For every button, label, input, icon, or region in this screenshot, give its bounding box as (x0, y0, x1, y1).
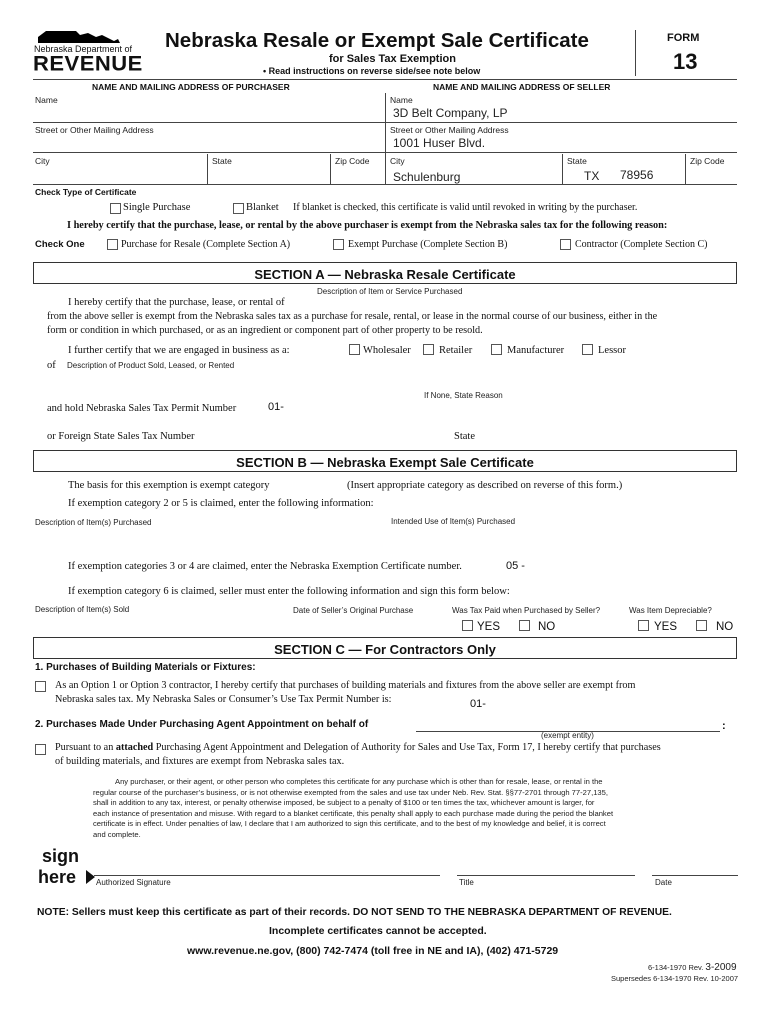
purchasing-agent-text-2: of building materials, and fixtures are exempt from Nebraska sales tax. (55, 756, 345, 767)
exempt-category-label: The basis for this exemption is exempt category (68, 480, 270, 491)
seller-state-field[interactable]: TX (584, 169, 600, 183)
here-label: here (38, 867, 77, 887)
seller-street-field[interactable]: 1001 Huser Blvd. (393, 136, 486, 150)
resale-checkbox[interactable] (107, 239, 118, 250)
section-a-line1: I hereby certify that the purchase, lease, or rental of (68, 297, 285, 308)
depreciable-yes-checkbox[interactable] (638, 620, 649, 631)
purchaser-street-label: Street or Other Mailing Address (35, 125, 154, 135)
insert-category-note: (Insert appropriate category as described on reverse of this form.) (347, 480, 623, 491)
section-a-header (33, 262, 737, 284)
purchaser-state-label: State (212, 156, 232, 166)
items-sold-label: Description of Item(s) Sold (35, 605, 130, 614)
penalty-line: certificate is in effect. Under penalties of law, I declare that I am authorized to sign this certificate, and to the best of my knowledge and belief, it is correct (93, 819, 606, 828)
building-materials-text-1: As an Option 1 or Option 3 contractor, I hereby certify that purchases of building materials and fixtures from the above seller are exempt from (55, 680, 636, 691)
street-rule (33, 152, 737, 153)
exemption-cert-number-field[interactable]: 05 - (506, 560, 525, 572)
contractor-checkbox[interactable] (560, 239, 571, 250)
revenue-logo: REVENUE (33, 51, 143, 76)
blanket-checkbox[interactable] (233, 203, 244, 214)
title-line[interactable] (457, 875, 635, 876)
contractor-option-label: Contractor (Complete Section C) (575, 239, 708, 250)
retailer-checkbox[interactable] (423, 344, 434, 355)
blanket-label: Blanket (246, 202, 279, 213)
purchaser-heading: NAME AND MAILING ADDRESS OF PURCHASER (92, 82, 290, 92)
items-purchased-label: Description of Item(s) Purchased (35, 518, 152, 527)
lessor-label: Lessor (598, 345, 626, 356)
purchasing-agent-text-pre: Pursuant to an (55, 742, 116, 753)
date-label: Date (655, 878, 672, 887)
seller-street-label: Street or Other Mailing Address (390, 125, 509, 135)
purchasing-agent-heading: 2. Purchases Made Under Purchasing Agent Appointment on behalf of (35, 719, 369, 730)
blanket-note: If blanket is checked, this certificate is valid until revoked in writing by the purchaser. (293, 202, 638, 213)
revision-prefix: 6-134-1970 Rev. (648, 963, 704, 972)
form-title: Nebraska Resale or Exempt Sale Certificate (165, 29, 589, 52)
penalty-line: regular course of the purchaser’s business, or is not otherwise exempted from the sales and use tax under Neb. Rev. Stat. §§77-2701 through 77-27,135, (93, 787, 608, 797)
building-materials-text-2: Nebraska sales tax. My Nebraska Sales or Consumer’s Use Tax Permit Number is: (55, 694, 392, 705)
section-c-title: SECTION C — For Contractors Only (274, 642, 496, 657)
seller-state-label: State (567, 156, 587, 166)
wholesaler-label: Wholesaler (363, 345, 411, 356)
seller-state-divider (685, 154, 686, 184)
purchasing-agent-text-1 (55, 743, 661, 753)
supersedes-info: Supersedes 6-134-1970 Rev. 10-2007 (611, 974, 739, 983)
purchaser-city-label: City (35, 156, 50, 166)
category-3-4-note: If exemption categories 3 or 4 are claimed, enter the Nebraska Exemption Certificate number. (68, 561, 462, 572)
section-c-header (33, 637, 737, 659)
foreign-number-label: or Foreign State Sales Tax Number (47, 431, 195, 442)
purchaser-name-label: Name (35, 95, 58, 105)
title-label: Title (459, 878, 474, 887)
permit-number-field[interactable]: 01- (268, 401, 284, 413)
depreciable-no-checkbox[interactable] (696, 620, 707, 631)
purchaser-state-divider (330, 154, 331, 184)
revision-year: 3-2009 (705, 962, 737, 973)
original-purchase-date-label: Date of Seller’s Original Purchase (293, 606, 414, 615)
depreciable-question: Was Item Depreciable? (629, 606, 712, 615)
building-materials-checkbox[interactable] (35, 681, 46, 692)
section-a-line3: form or condition in which purchased, or as an ingredient or component part of other property to be resold. (47, 325, 483, 336)
intended-use-label: Intended Use of Item(s) Purchased (391, 517, 516, 526)
instructions-note: • Read instructions on reverse side/see note below (263, 66, 481, 76)
building-materials-heading: 1. Purchases of Building Materials or Fixtures: (35, 662, 256, 673)
exempt-option-label: Exempt Purchase (Complete Section B) (348, 239, 508, 250)
form-number-divider (635, 30, 636, 76)
section-b-title: SECTION B — Nebraska Exempt Sale Certificate (236, 455, 534, 470)
seller-name-label: Name (390, 95, 413, 105)
form-number: 13 (673, 49, 698, 74)
retailer-label: Retailer (439, 345, 473, 356)
contractor-permit-field[interactable]: 01- (470, 698, 486, 710)
form-subtitle: for Sales Tax Exemption (329, 53, 456, 65)
exempt-entity-label: (exempt entity) (541, 731, 594, 740)
penalty-line: shall in addition to any tax, interest, or penalty otherwise imposed, be subject to a penalty of $100 or ten times the tax, whichever amount is larger, for (93, 798, 595, 807)
none-reason-label: If None, State Reason (424, 391, 503, 400)
sign-label: sign (42, 846, 80, 866)
foreign-state-label: State (454, 431, 475, 442)
incomplete-note: Incomplete certificates cannot be accepted. (269, 925, 487, 937)
city-rule (33, 184, 737, 185)
certify-statement: I hereby certify that the purchase, lease, or rental by the above purchaser is exempt from the Nebraska sales tax for the following reason: (67, 220, 668, 231)
product-desc-label: Description of Product Sold, Leased, or Rented (67, 361, 235, 370)
wholesaler-checkbox[interactable] (349, 344, 360, 355)
penalty-line: each instance of presentation and misuse. With regard to a blanket certificate, this penalty shall apply to each purchase made during the period the blanket (93, 808, 614, 818)
department-name: Nebraska Department of (34, 44, 133, 54)
address-top-rule (33, 79, 737, 80)
section-a-line4: I further certify that we are engaged in business as a: (68, 345, 290, 356)
revision-info (648, 963, 737, 973)
depreciable-no-label: NO (716, 621, 734, 633)
date-line[interactable] (652, 875, 738, 876)
manufacturer-checkbox[interactable] (491, 344, 502, 355)
seller-city-label: City (390, 156, 405, 166)
purchaser-zip-label: Zip Code (335, 156, 370, 166)
resale-option-label: Purchase for Resale (Complete Section A) (121, 239, 291, 250)
permit-number-label: and hold Nebraska Sales Tax Permit Number (47, 403, 237, 414)
depreciable-yes-label: YES (654, 621, 678, 633)
cert-type-label: Check Type of Certificate (35, 187, 137, 197)
form-label: FORM (667, 32, 700, 44)
tax-paid-yes-checkbox[interactable] (462, 620, 473, 631)
purchaser-city-divider (207, 154, 208, 184)
seller-zip-field[interactable]: 78956 (620, 168, 654, 182)
seller-zip-label: Zip Code (690, 156, 725, 166)
name-rule (33, 122, 737, 123)
penalty-line: and complete. (93, 829, 141, 839)
manufacturer-label: Manufacturer (507, 345, 565, 356)
tax-paid-question: Was Tax Paid when Purchased by Seller? (452, 606, 601, 615)
seller-city-field[interactable]: Schulenburg (393, 170, 461, 184)
penalty-statement (93, 777, 693, 840)
purchasing-agent-checkbox[interactable] (35, 744, 46, 755)
seller-name-field[interactable]: 3D Belt Company, LP (393, 106, 508, 120)
single-purchase-label: Single Purchase (123, 202, 191, 213)
tax-paid-yes-label: YES (477, 621, 501, 633)
address-divider (385, 93, 386, 184)
section-a-line2: from the above seller is exempt from the Nebraska sales tax as a purchase for resale, rental, or lease in the normal course of our business, either in the (47, 311, 658, 322)
check-one-label: Check One (35, 239, 85, 250)
of-label: of (47, 360, 56, 371)
section-a-title: SECTION A — Nebraska Resale Certificate (254, 267, 516, 282)
signature-line[interactable] (94, 875, 440, 876)
records-note: NOTE: Sellers must keep this certificate as part of their records. DO NOT SEND TO THE NEBRASKA DEPARTMENT OF REVENUE. (37, 907, 672, 918)
penalty-line: Any purchaser, or their agent, or other person who completes this certificate for any purchase which is other than for resale, lease, or rental in the (115, 777, 603, 786)
contact-info: www.revenue.ne.gov, (800) 742-7474 (toll free in NE and IA), (402) 471-5729 (187, 945, 559, 957)
seller-heading: NAME AND MAILING ADDRESS OF SELLER (433, 82, 611, 92)
sign-here-arrow-icon (86, 870, 95, 884)
single-purchase-checkbox[interactable] (110, 203, 121, 214)
exempt-purchase-checkbox[interactable] (333, 239, 344, 250)
lessor-checkbox[interactable] (582, 344, 593, 355)
exempt-entity-colon: : (722, 720, 726, 732)
category-6-note: If exemption category 6 is claimed, seller must enter the following information and sign this form below: (68, 586, 510, 597)
signature-label: Authorized Signature (96, 878, 171, 887)
seller-city-divider (562, 154, 563, 184)
category-2-5-note: If exemption category 2 or 5 is claimed, enter the following information: (68, 498, 374, 509)
purchasing-agent-text-bold: attached (115, 742, 154, 753)
tax-paid-no-label: NO (538, 621, 556, 633)
section-a-item-desc-label: Description of Item or Service Purchased (317, 287, 463, 296)
purchasing-agent-text-post: Purchasing Agent Appointment and Delegation of Authority for Sales and Use Tax, Form 17, I hereby certify that purchases (153, 742, 661, 753)
tax-paid-no-checkbox[interactable] (519, 620, 530, 631)
section-b-header (33, 450, 737, 472)
